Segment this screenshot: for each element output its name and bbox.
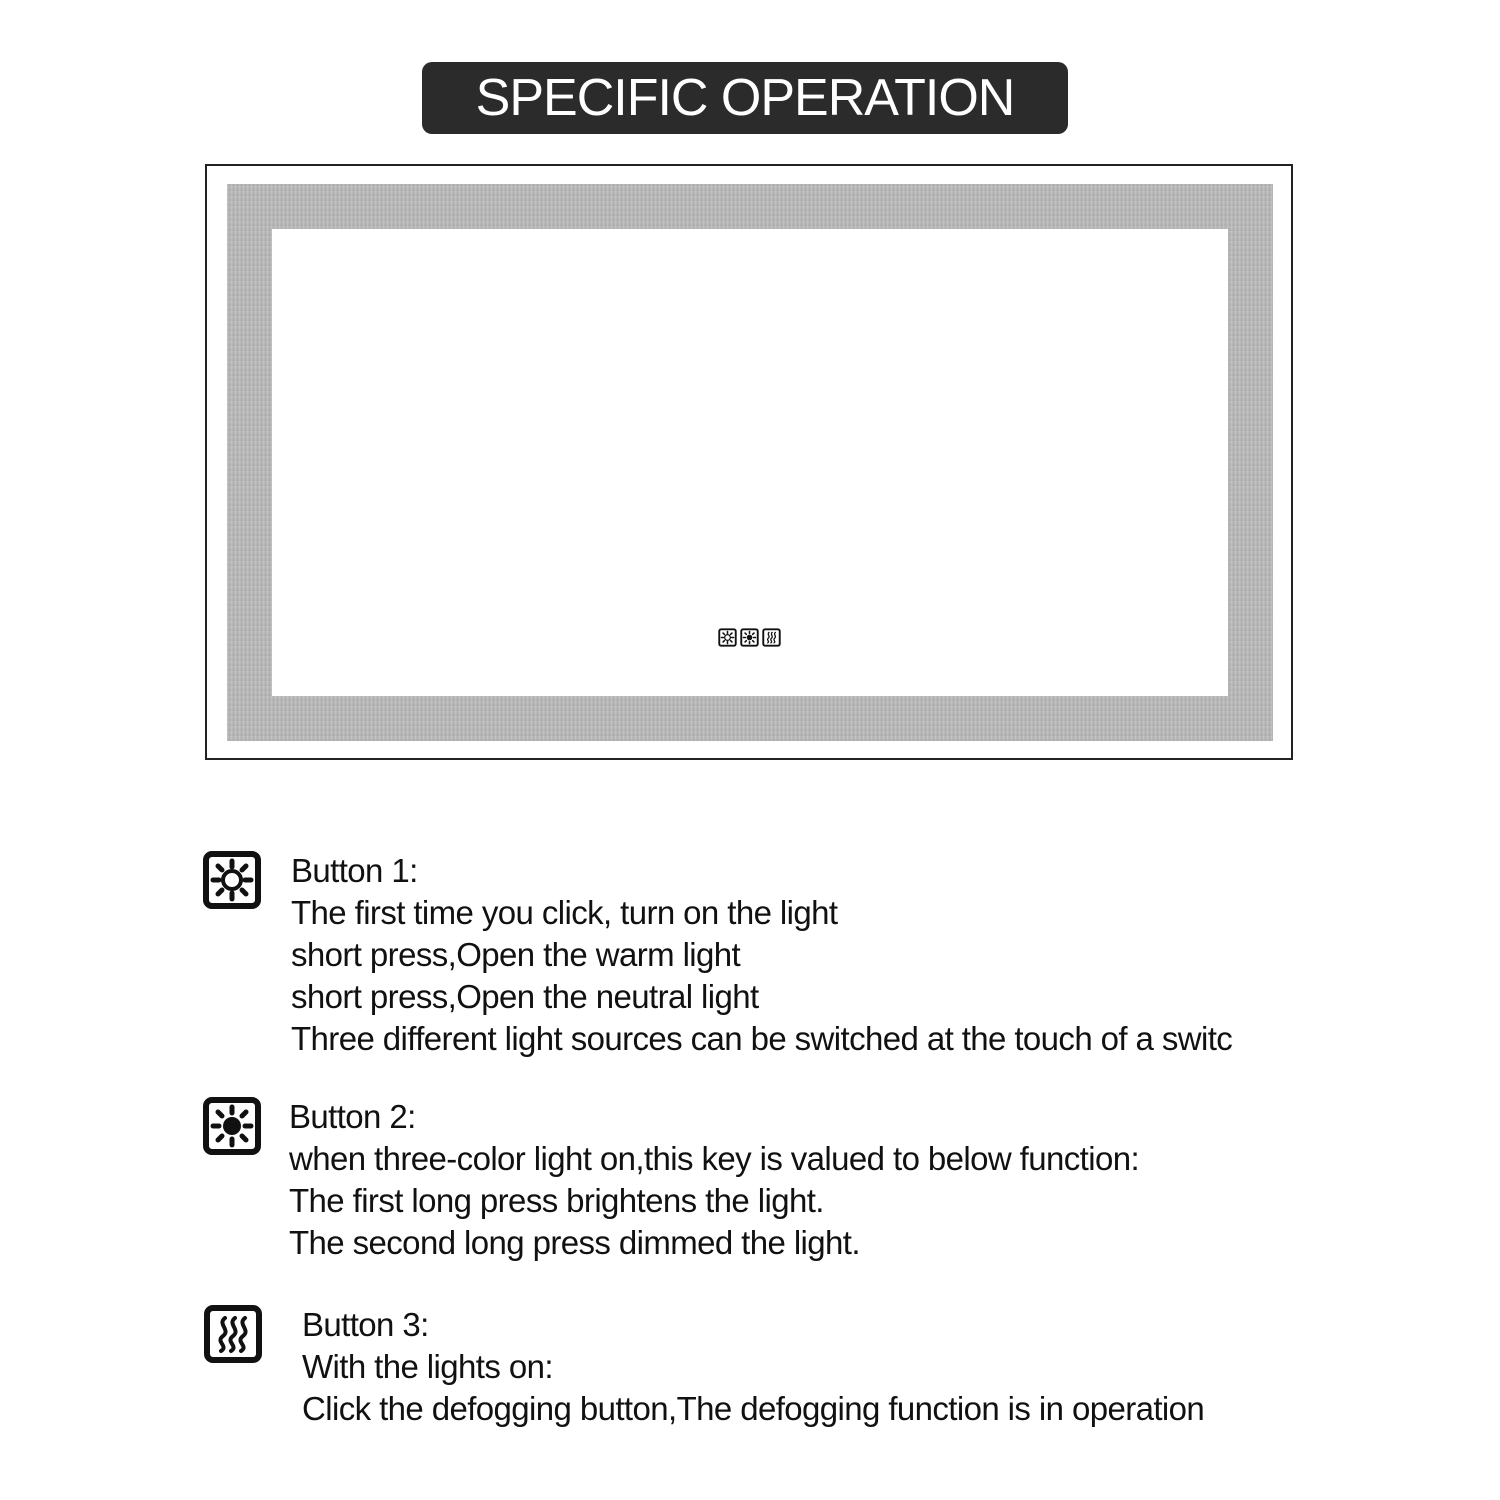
button-1-line: short press,Open the neutral light [291,978,759,1015]
brightness-icon [202,1096,262,1156]
title-banner [422,62,1068,134]
sun-light-icon [202,850,262,910]
button-1-heading: Button 1: [291,852,418,889]
button-2-line: when three-color light on,this key is valued to below function: [289,1140,1140,1177]
mirror-glass [272,229,1228,696]
button-2-heading: Button 2: [289,1098,416,1135]
button-2-line: The second long press dimmed the light. [289,1224,860,1261]
page-title: SPECIFIC OPERATION [475,69,1015,127]
button-1-line: The first time you click, turn on the light [291,894,838,931]
sun-light-icon [718,628,737,647]
defog-icon [762,628,781,647]
button-2-text [289,1096,1139,1264]
button-1-line: short press,Open the warm light [291,936,741,973]
brightness-icon [740,628,759,647]
button-3-heading: Button 3: [302,1306,429,1343]
defog-icon [203,1304,263,1364]
button-1-line: Three different light sources can be switched at the touch of a switc [291,1020,1233,1057]
mirror-touch-panel [718,628,781,648]
button-3-line: Click the defogging button,The defogging function is in operation [302,1390,1205,1427]
button-3-line: With the lights on: [302,1348,553,1385]
button-2-line: The first long press brightens the light. [289,1182,824,1219]
button-1-text [291,850,1232,1060]
button-3-text [302,1304,1204,1430]
